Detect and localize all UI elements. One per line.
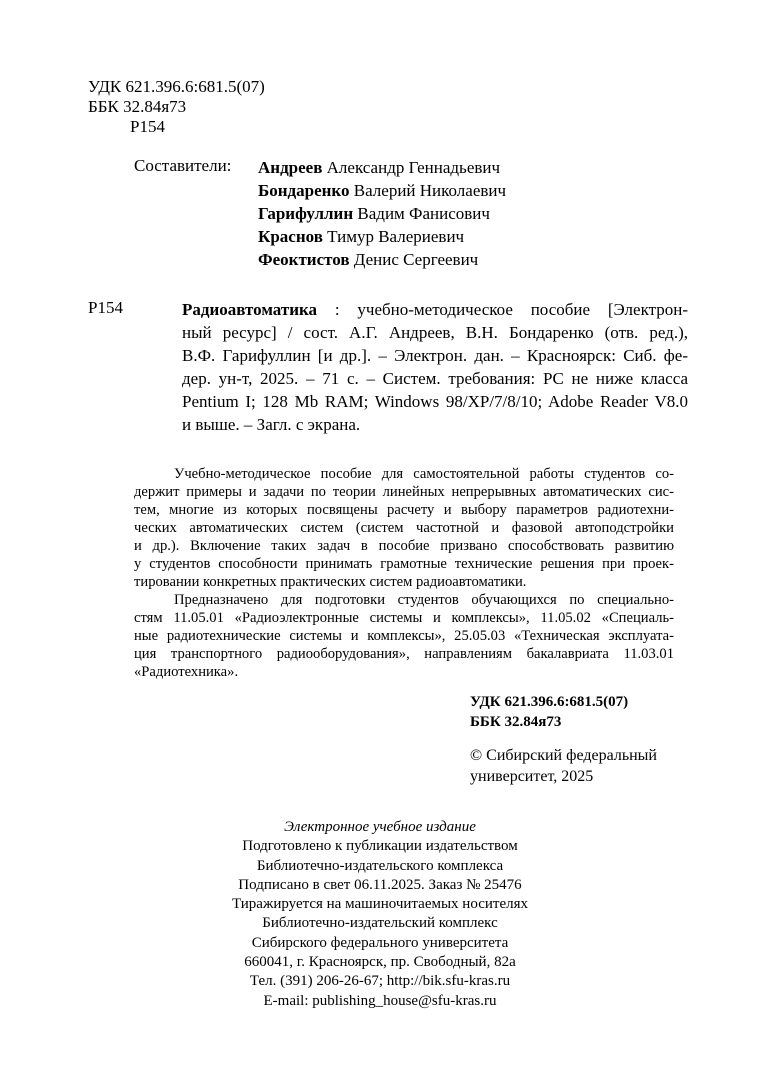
udk-right-block: [470, 692, 628, 732]
biblio-line: дер. ун-т, 2025. – 71 с. – Систем. требования: PC не ниже класса: [182, 369, 688, 388]
author-mark: Р154: [130, 117, 165, 136]
compiler-name: Тимур Валериевич: [327, 227, 465, 246]
compiler-surname: Гарифуллин: [258, 204, 354, 223]
annotation-line: тем, многие из которых посвящены расчету и выбору параметров радиотехни-: [134, 502, 674, 518]
imprint: [160, 818, 600, 1011]
copyright: [470, 745, 657, 787]
annotation-line: держит примеры и задачи по теории линейных непрерывных автоматических сис-: [134, 484, 674, 500]
udk-block: [88, 77, 265, 137]
imprint-line: Сибирского федерального университета: [251, 934, 509, 951]
compiler-item: [258, 202, 506, 225]
annotation-line: ческих автоматических систем (систем частотной и фазовой автоподстройки: [134, 520, 674, 536]
compiler-item: [258, 225, 506, 248]
annotation-line: Учебно-методическое пособие для самостоятельной работы студентов со-: [174, 466, 674, 482]
compiler-name: Александр Геннадьевич: [326, 158, 501, 177]
annotation-line: ные радиотехнические системы и комплексы», 25.05.03 «Техническая эксплуата-: [134, 628, 674, 644]
annotation: [134, 465, 674, 681]
udk-code-right: УДК 621.396.6:681.5(07): [470, 694, 629, 710]
annotation-line: «Радиотехника».: [134, 664, 239, 680]
compiler-surname: Краснов: [258, 227, 323, 246]
udk-code: УДК 621.396.6:681.5(07): [88, 77, 265, 96]
compiler-name: Валерий Николаевич: [353, 181, 507, 200]
biblio-line: Pentium I; 128 Mb RAM; Windows 98/XP/7/8/10; Adobe Reader V8.0: [182, 392, 688, 411]
copyright-line: © Сибирский федеральный: [470, 747, 657, 764]
annotation-line: ция транспортного радиооборудования», направлениям бакалавриата 11.03.01: [134, 646, 674, 662]
imprint-line: Подготовлено к публикации издательством: [242, 838, 518, 855]
biblio-line: и выше. – Загл. с экрана.: [182, 415, 361, 434]
compilers-label: Составители:: [134, 156, 232, 175]
copyright-line: университет, 2025: [470, 768, 594, 785]
annotation-line: стям 11.05.01 «Радиоэлектронные системы и комплексы», 11.05.02 «Специаль-: [134, 610, 674, 626]
annotation-line: и др.). Включение таких задач в пособие призвано способствовать развитию: [134, 538, 674, 554]
book-title: Радиоавтоматика: [182, 300, 318, 319]
imprint-line: 660041, г. Красноярск, пр. Свободный, 82а: [244, 954, 516, 971]
imprint-line: Подписано в свет 06.11.2025. Заказ № 25476: [238, 876, 522, 893]
imprint-line: E-mail: publishing_house@sfu-kras.ru: [263, 992, 497, 1009]
edition-type: Электронное учебное издание: [284, 819, 476, 835]
imprint-line: Библиотечно-издательский комплекс: [262, 915, 498, 932]
compiler-name: Денис Сергеевич: [353, 250, 479, 269]
compiler-surname: Феоктистов: [258, 250, 350, 269]
compiler-surname: Бондаренко: [258, 181, 350, 200]
imprint-line: Библиотечно-издательского комплекса: [256, 857, 504, 874]
annotation-line: Предназначено для подготовки студентов обучающихся по специально-: [174, 592, 674, 608]
compilers-list: [258, 156, 506, 271]
bbk-code: ББК 32.84я73: [88, 97, 187, 116]
biblio-line: В.Ф. Гарифуллин [и др.]. – Электрон. дан. – Красноярск: Сиб. фе-: [182, 346, 688, 365]
imprint-line: Тел. (391) 206-26-67; http://bik.sfu-kras.ru: [249, 973, 511, 990]
biblio-code: Р154: [88, 298, 123, 317]
compiler-item: [258, 156, 506, 179]
biblio-line: Радиоавтоматика : учебно-методическое пособие [Электрон-: [182, 300, 688, 319]
annotation-line: у студентов способности принимать грамотные технические решения при проек-: [134, 556, 674, 572]
compiler-item: [258, 248, 506, 271]
biblio-line: ный ресурс] / сост. А.Г. Андреев, В.Н. Бондаренко (отв. ред.),: [182, 323, 688, 342]
imprint-line: Тиражируется на машиночитаемых носителях: [231, 896, 528, 913]
compiler-item: [258, 179, 506, 202]
bbk-code-right: ББК 32.84я73: [470, 714, 562, 730]
compiler-name: Вадим Фанисович: [357, 204, 490, 223]
compiler-surname: Андреев: [258, 158, 323, 177]
biblio-text: [182, 298, 688, 436]
annotation-line: тировании конкретных практических систем радиоавтоматики.: [134, 574, 527, 590]
